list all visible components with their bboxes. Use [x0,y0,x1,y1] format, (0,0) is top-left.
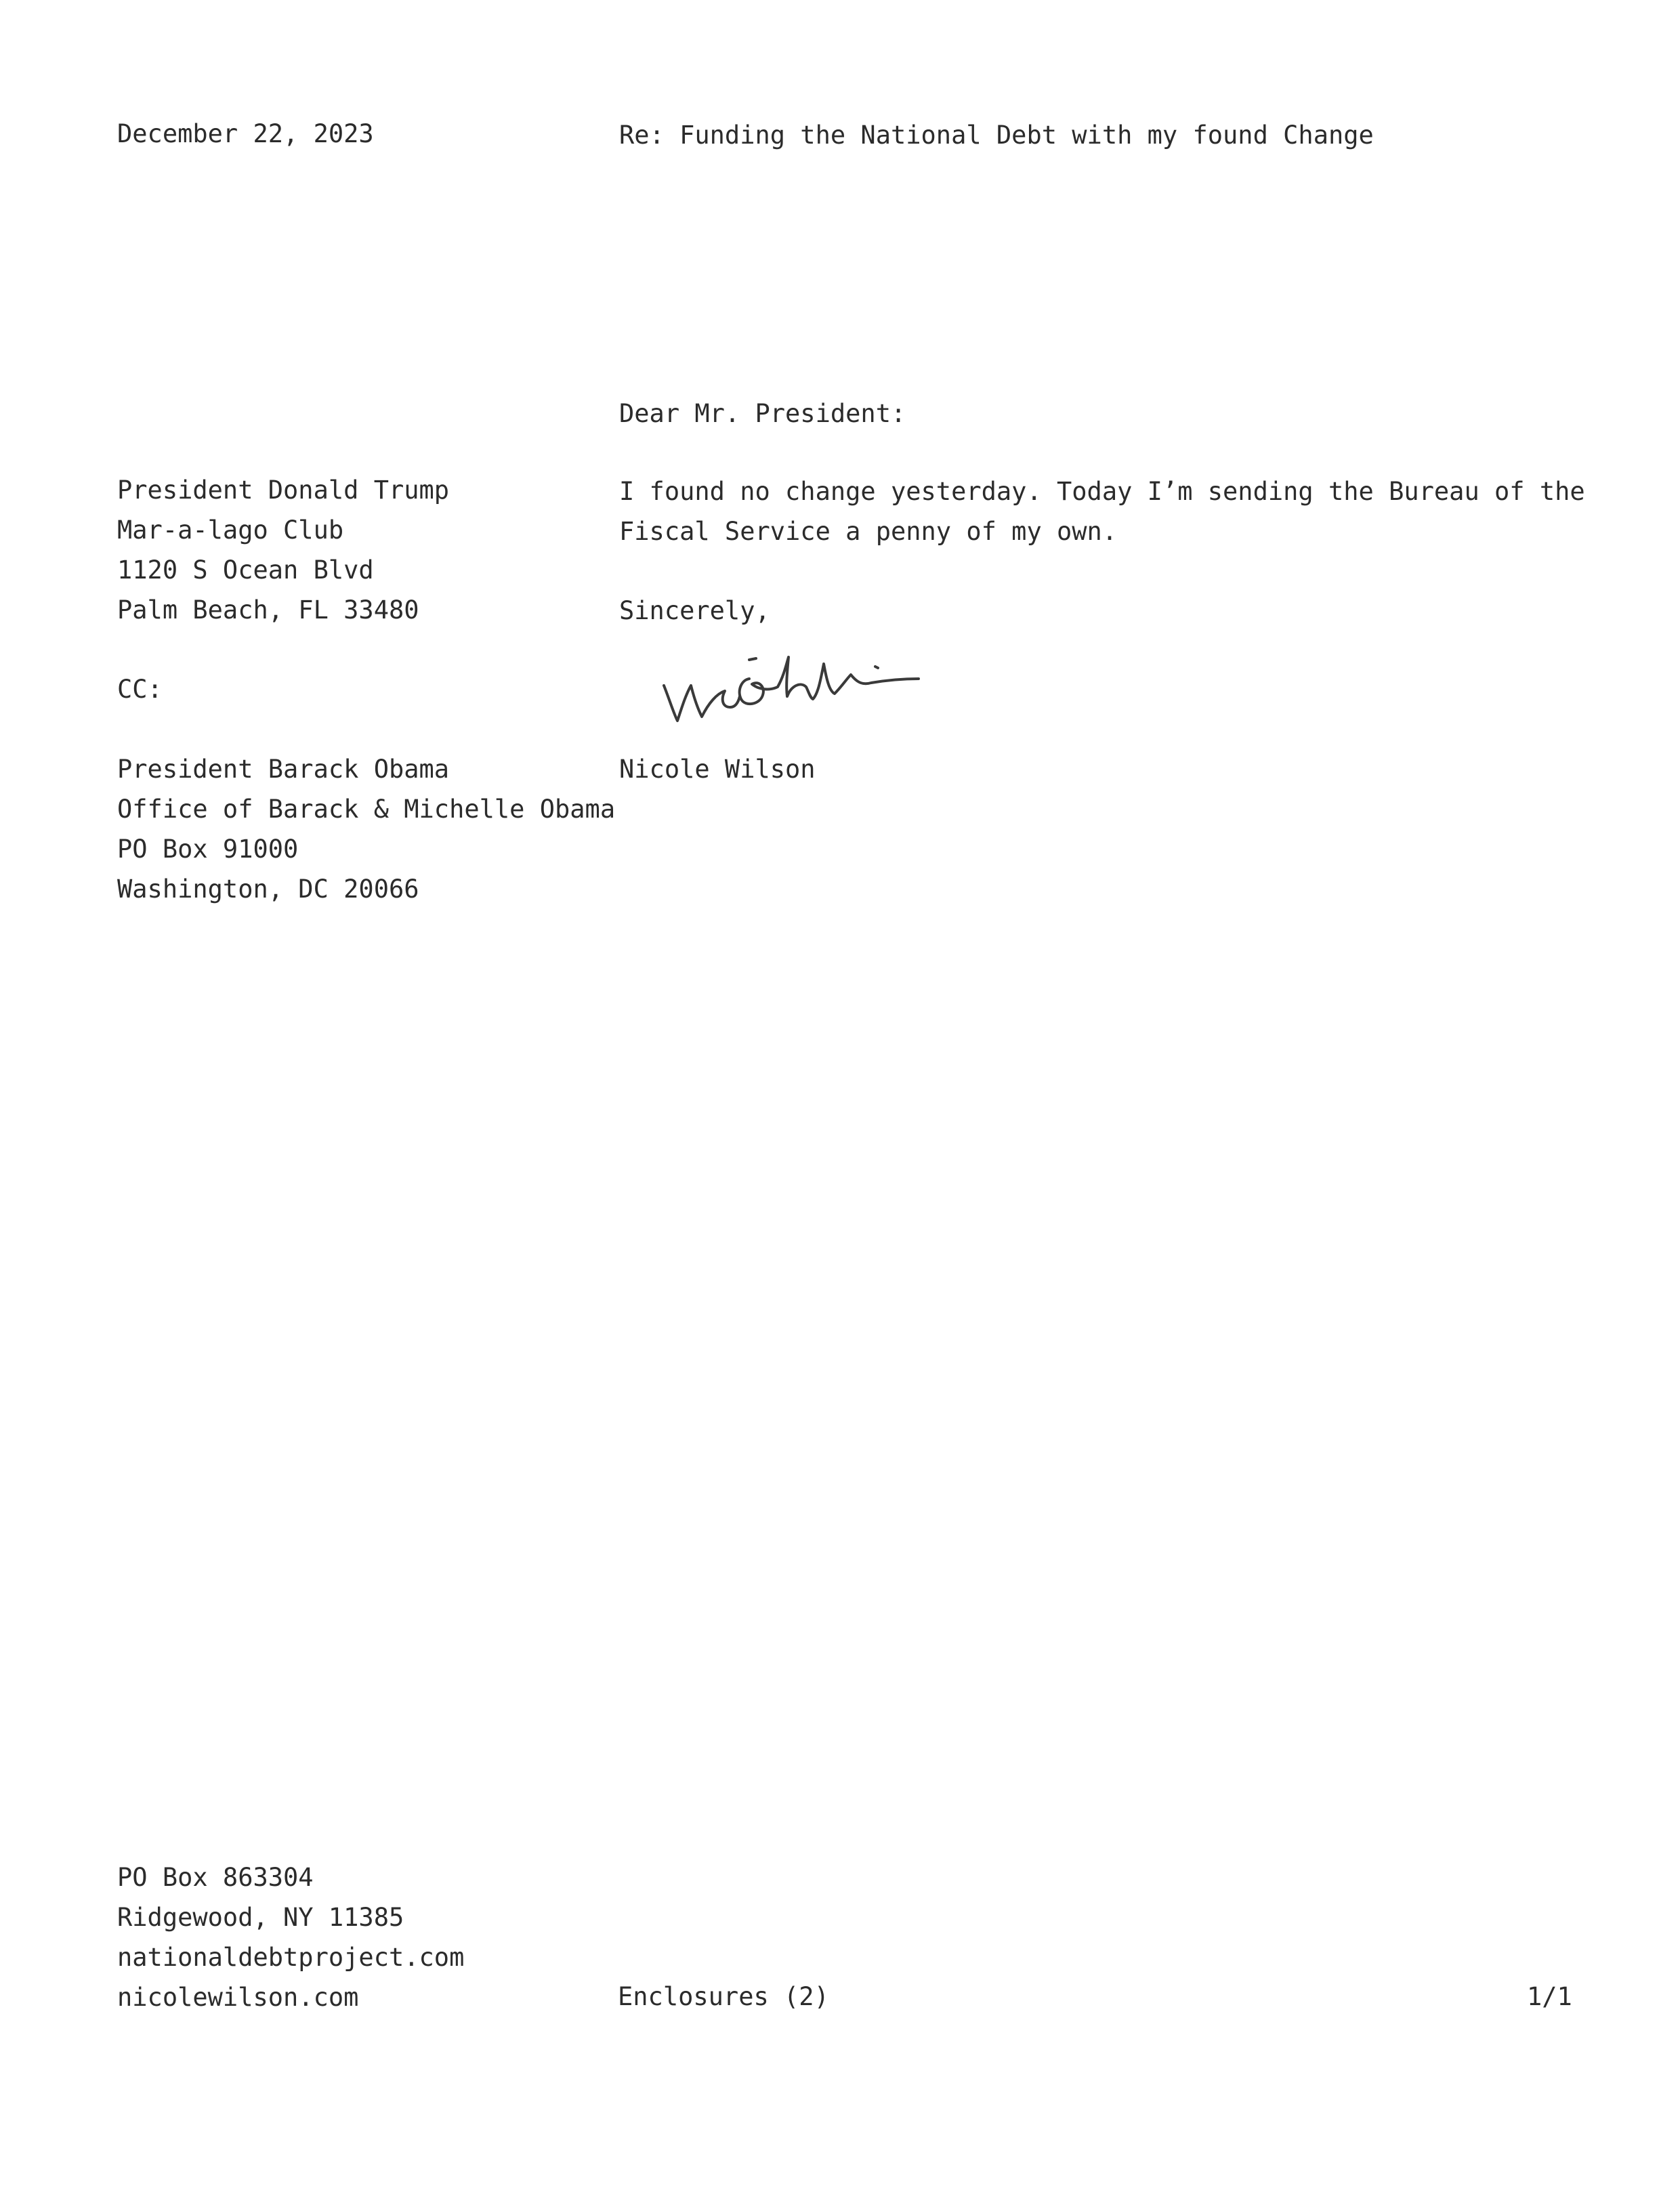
cc-name: President Barack Obama [117,755,450,784]
cc-label: CC: [117,675,163,704]
sender-po-box: PO Box 863304 [117,1863,314,1892]
cc-address [117,749,615,909]
body-line: I found no change yesterday. Today I’m sending the Bureau of the [619,477,1585,506]
recipient-address [117,470,449,630]
sender-city: Ridgewood, NY 11385 [117,1903,404,1932]
sender-website: nationaldebtproject.com [117,1943,465,1972]
page-number: 1/1 [1527,1982,1572,2011]
cc-street: PO Box 91000 [117,835,299,864]
cc-organization: Office of Barack & Michelle Obama [117,795,616,824]
handwritten-signature [650,637,975,732]
signature-icon [650,637,975,732]
recipient-name: President Donald Trump [117,476,450,505]
sender-website: nicolewilson.com [117,1983,359,2012]
salutation: Dear Mr. President: [619,399,906,428]
signer-name: Nicole Wilson [619,755,816,784]
letter-subject: Re: Funding the National Debt with my found Change [619,121,1374,150]
recipient-city: Palm Beach, FL 33480 [117,595,419,625]
recipient-street: 1120 S Ocean Blvd [117,555,374,585]
cc-city: Washington, DC 20066 [117,875,419,904]
letter-date: December 22, 2023 [117,119,374,148]
letter-body [619,471,1585,551]
enclosures-note: Enclosures (2) [618,1982,829,2011]
sender-address [117,1857,464,2017]
body-line: Fiscal Service a penny of my own. [619,517,1118,546]
recipient-organization: Mar-a-lago Club [117,516,344,545]
letter-closing: Sincerely, [619,596,770,625]
